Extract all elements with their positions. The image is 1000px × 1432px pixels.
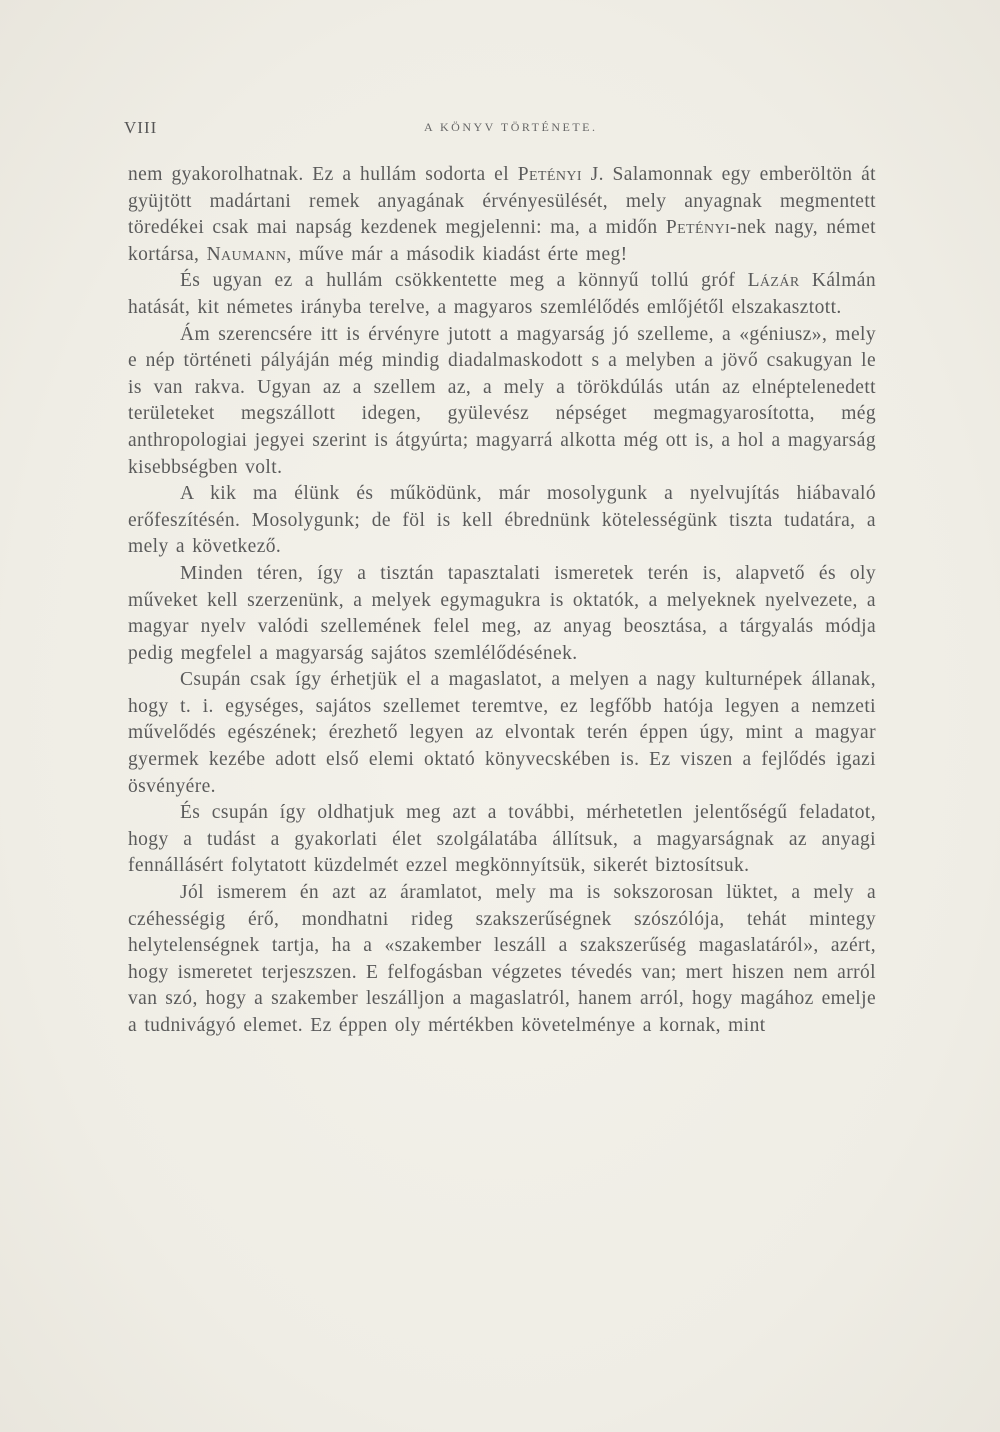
text-run: J. Salamonnak egy emberöltön át gyüjtött madártani remek anyagának érvényesülését, mely anyagnak megmentett töredékei csak mai napság kezdenek megjelenni: ma, a midőn [128,164,876,239]
text-run: És ugyan ez a hullám csökkentette meg a könnyű tollú gróf [180,270,748,292]
running-title: A KÖNYV TÖRTÉNETE. [424,120,598,134]
paragraph: A kik ma élünk és működünk, már mosolygunk a nyelvujítás hiábavaló erőfeszítésén. Mosolygunk; de föl is kell ébrednünk kötelességünk tiszta tudatára, a mely a következő. [128,483,876,558]
name-petenyi: Petényi [517,164,582,185]
page-number: VIII [124,118,158,137]
paragraph [128,268,876,321]
text-run: -nek nagy, német kortársa, [128,217,876,265]
name-petenyi: Petényi [665,217,731,239]
text-run: , műve már a második kiadást érte meg! [286,243,628,265]
text-run: nem gyakorolhatnak. Ez a hullám sodorta el [128,164,518,185]
text-run: Kálmán hatását, kit németes irányba terelve, a magyaros szemlélődés emlőjétől elszakasztott. [128,270,876,318]
paragraph: Csupán csak így érhetjük el a magaslatot, a melyen a nagy kulturnépek állanak, hogy t. i. egységes, sajátos szellemet teremtve, ez legfőbb hatója legyen a nemzeti művelődés egészének; érezhető legyen az elvontak terén éppen úgy, mint a magyar gyermek kezébe adott első elemi oktató könyvecskében is. Ez viszen a fejlődés igazi ösvényére. [128,669,876,797]
paragraph [128,162,876,268]
paragraph: Jól ismerem én azt az áramlatot, mely ma is sokszorosan lüktet, a mely a czéhességig érő, mondhatni rideg szakszerűségnek szószólója, tehát mintegy helytelenségnek tartja, ha a «szakember leszáll a szakszerűség magaslatáról», azért, hogy ismeretet terjeszszen. E felfogásban végzetes tévedés van; mert hiszen nem arról van szó, hogy a szakember leszálljon a magaslatról, hanem arról, hogy magához emelje a tudnivágyó elemet. Ez éppen oly mértékben követelménye a kornak, mint [128,882,876,1036]
body-text [128,162,876,1040]
name-lazar: Lázár [747,270,800,292]
paragraph: Ám szerencsére itt is érvényre jutott a magyarság jó szelleme, a «géniusz», mely e nép történeti pályáján még mindig diadalmaskodott s a melyben a jövő csakugyan le is van rakva. Ugyan az a szellem az, a mely a törökdúlás után az elnéptelenedett területeket megszállott idegen, gyülevész népséget megmagyarosította, még anthropologiai jegyei szerint is átgyúrta; magyarrá alkotta még ott is, a hol a magyarság kisebbségben volt. [128,323,876,478]
paragraph: És csupán így oldhatjuk meg azt a további, mérhetetlen jelentőségű feladatot, hogy a tudást a gyakorlati élet szolgálatába állítsuk, a magyarságnak az anyagi fennállásért folytatott küzdelmét ezzel megkönnyítsük, sikerét biztosítsuk. [128,802,876,877]
name-naumann: Naumann [206,243,287,265]
paragraph: Minden téren, így a tisztán tapasztalati ismeretek terén is, alapvető és oly műveket kell szerzenünk, a melyek egymagukra is oktatók, a melyeknek nyelvezete, a magyar nyelv valódi szellemének felel meg, az anyag beosztása, a tárgyalás módja pedig megfelel a magyarság sajátos szemlélődésének. [128,562,876,664]
page-header [124,118,876,138]
